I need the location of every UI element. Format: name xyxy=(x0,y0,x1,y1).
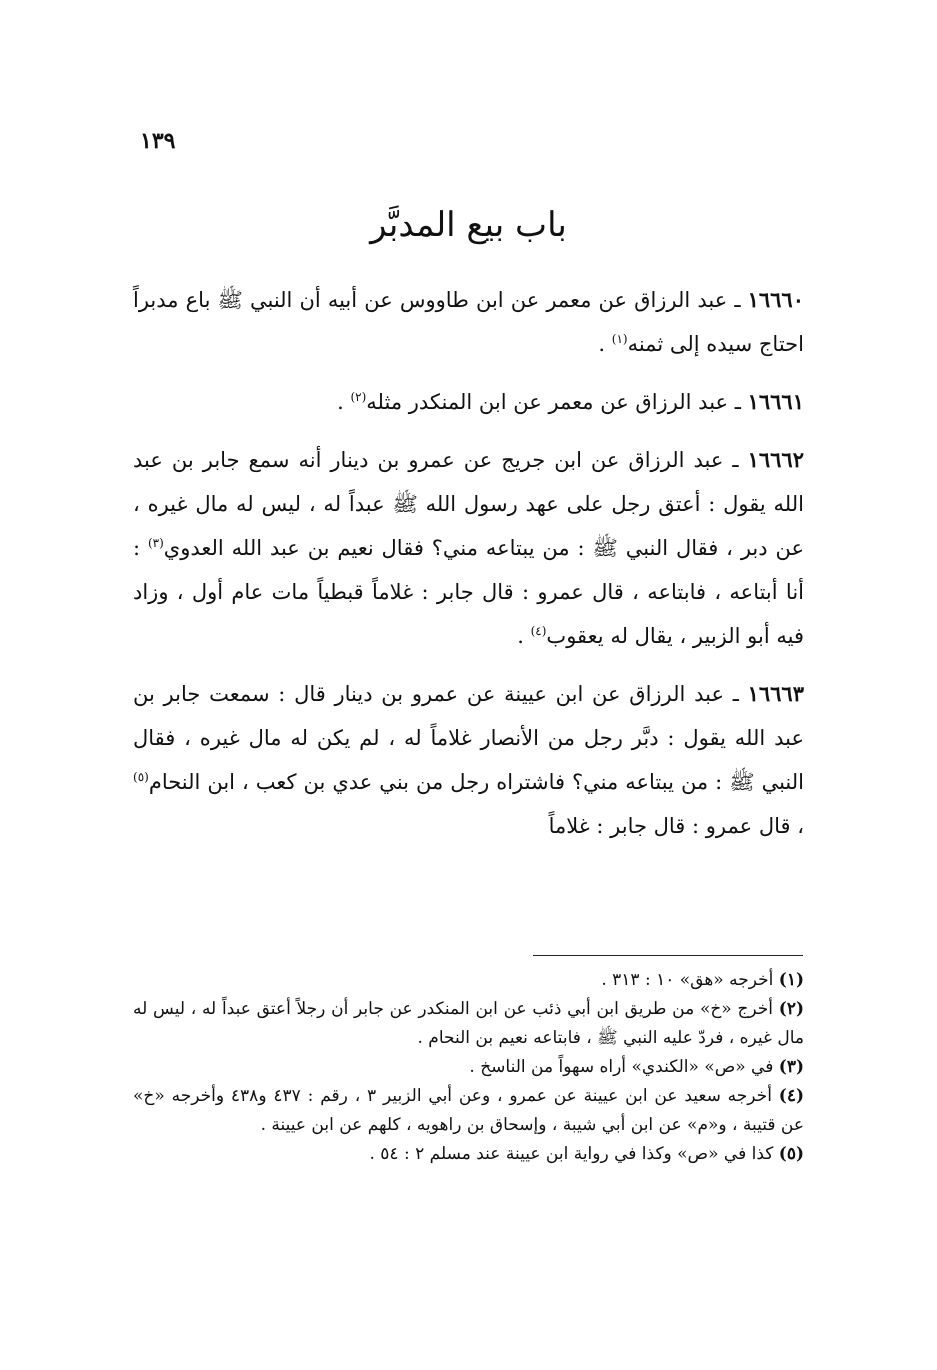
footnote-text: أخرجه سعيد عن ابن عيينة عن عمرو ، وعن أبي الزبير ٣ ، رقم : ٤٣٧ و٤٣٨ وأخرجه «خ» عن قتيبة ، و«م» عن ابن أبي شيبة ، وإسحاق بن راهويه ، كلهم عن ابن عيينة . xyxy=(133,1086,804,1135)
footnote-2 xyxy=(133,995,804,1053)
hadith-text: عبد الرزاق عن ابن عيينة عن عمرو بن دينار قال : سمعت جابر بن عبد الله يقول : دبَّر رجل من الأنصار غلاماً له ، لم يكن له مال غيره ، فقال النبي ﷺ : من يبتاعه مني؟ فاشتراه رجل من بني عدي بن كعب ، ابن النحام xyxy=(133,682,804,794)
footnote-number: (٥) xyxy=(778,1144,804,1164)
hadith-number: ١٦٦٦٣ xyxy=(747,681,804,706)
hadith-number: ١٦٦٦١ xyxy=(747,389,804,414)
footnote-text: في «ص» «الكندي» أراه سهواً من الناسخ . xyxy=(469,1057,774,1077)
footnote-text: أخرجه «هق» ١٠ : ٣١٣ . xyxy=(601,970,774,990)
hadith-number: ١٦٦٦٠ xyxy=(747,287,804,312)
hadith-text-continued: : أنا أبتاعه ، فابتاعه ، قال عمرو : قال جابر : غلاماً قبطياً مات عام أول ، وزاد فيه أبو الزبير ، يقال له يعقوب xyxy=(133,536,804,648)
hadith-16663: ١٦٦٦٣ ـ عبد الرزاق عن ابن عيينة عن عمرو بن دينار قال : سمعت جابر بن عبد الله يقول : دبَّر رجل من الأنصار غلاماً له ، لم يكن له مال غيره ، فقال النبي ﷺ : من يبتاعه مني؟ فاشتراه رجل من بني عدي بن كعب ، ابن النحام$^{(٥)}$ ، قال عمرو : قال جابر : غلاماً xyxy=(133,681,804,838)
footnote-text: أخرج «خ» من طريق ابن أبي ذئب عن ابن المنكدر عن جابر أن رجلاً أعتق عبداً له ، ليس له مال غيره ، فردّ عليه النبي ﷺ ، فابتاعه نعيم بن النحام . xyxy=(133,999,804,1048)
hadith-16661: ١٦٦٦١ ـ عبد الرزاق عن معمر عن ابن المنكدر مثله$^{(٢)}$ . xyxy=(337,389,804,414)
footnote-number: (٣) xyxy=(778,1057,804,1077)
hadith-text-continued: ، قال عمرو : قال جابر : غلاماً xyxy=(548,814,804,838)
footnote-4 xyxy=(133,1082,804,1140)
footnote-ref: (٣) xyxy=(147,536,164,550)
hadith-16660: ١٦٦٦٠ ـ عبد الرزاق عن معمر عن ابن طاووس عن أبيه أن النبي ﷺ باع مدبراً احتاج سيده إلى ثمنه$^{(١)}$ . xyxy=(133,287,804,356)
footnote-number: (٤) xyxy=(778,1086,805,1106)
footnotes xyxy=(133,966,804,1169)
main-text xyxy=(133,278,804,862)
footnote-number: (٢) xyxy=(778,999,804,1019)
hadith-text: عبد الرزاق عن ابن جريج عن عمرو بن دينار أنه سمع جابر بن عبد الله يقول : أعتق رجل على عهد رسول الله ﷺ عبداً له ، ليس له مال غيره ، عن دبر ، فقال النبي ﷺ : من يبتاعه مني؟ فقال نعيم بن عبد الله العدوي xyxy=(133,448,804,560)
footnote-text: كذا في «ص» وكذا في رواية ابن عيينة عند مسلم ٢ : ٥٤ . xyxy=(369,1144,774,1164)
footnote-ref: (٤) xyxy=(530,624,547,638)
footnote-ref: (٥) xyxy=(133,770,149,784)
footnote-1 xyxy=(133,966,804,995)
footnote-ref: (٢) xyxy=(350,390,367,404)
hadith-text: عبد الرزاق عن معمر عن ابن المنكدر مثله xyxy=(366,390,729,414)
footnote-5 xyxy=(133,1140,804,1169)
hadith-16662: ١٦٦٦٢ ـ عبد الرزاق عن ابن جريج عن عمرو بن دينار أنه سمع جابر بن عبد الله يقول : أعتق رجل على عهد رسول الله ﷺ عبداً له ، ليس له مال غيره ، عن دبر ، فقال النبي ﷺ : من يبتاعه مني؟ فقال نعيم بن عبد الله العدوي$^{(٣)}$ : أنا أبتاعه ، فابتاعه ، قال عمرو : قال جابر : غلاماً قبطياً مات عام أول ، وزاد فيه أبو الزبير ، يقال له يعقوب$^{(٤)}$ . xyxy=(133,447,804,648)
hadith-number: ١٦٦٦٢ xyxy=(747,447,804,472)
page-number: ١٣٩ xyxy=(140,128,176,154)
footnote-divider xyxy=(533,955,803,956)
footnote-number: (١) xyxy=(778,970,804,990)
chapter-title: باب بيع المدبَّر xyxy=(370,205,567,245)
hadith-text: عبد الرزاق عن معمر عن ابن طاووس عن أبيه أن النبي ﷺ باع مدبراً احتاج سيده إلى ثمنه xyxy=(133,288,804,356)
footnote-3 xyxy=(133,1053,804,1082)
footnote-ref: (١) xyxy=(611,332,628,346)
